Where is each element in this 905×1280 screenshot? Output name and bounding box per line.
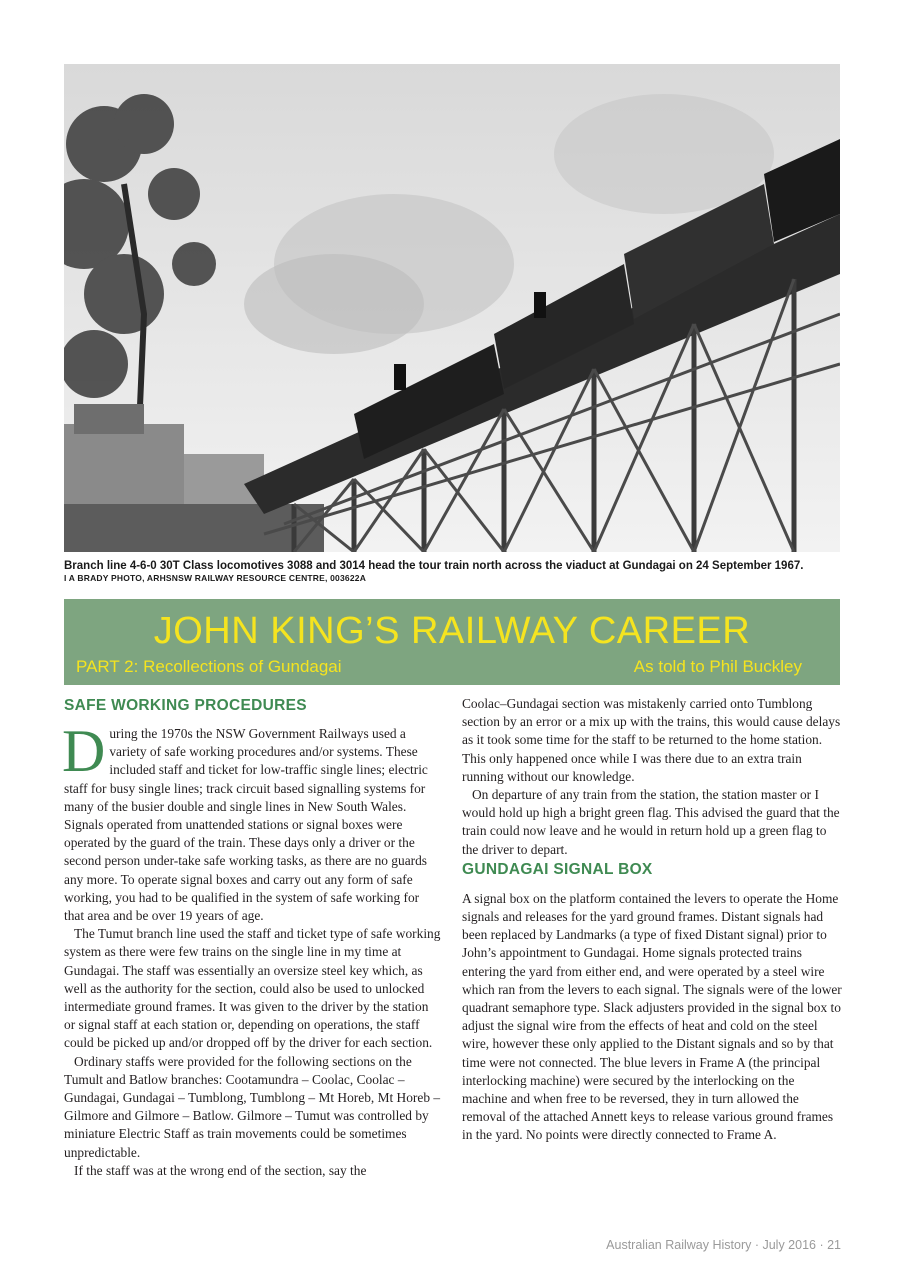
article-banner bbox=[64, 599, 840, 685]
paragraph bbox=[62, 718, 442, 925]
paragraph: If the staff was at the wrong end of the section, say the bbox=[74, 1162, 367, 1178]
photo-caption: Branch line 4-6-0 30T Class locomotives 3088 and 3014 head the tour train north across the viaduct at Gundagai on 24 September 1967. bbox=[64, 560, 804, 572]
left-column bbox=[64, 695, 442, 1180]
page-footer: Australian Railway History · July 2016 · 21 bbox=[606, 1238, 841, 1252]
viaduct-illustration bbox=[64, 64, 840, 552]
photo-credit: I A BRADY PHOTO, ARHSNSW RAILWAY RESOURCE CENTRE, 003622A bbox=[64, 573, 367, 583]
right-column bbox=[462, 695, 842, 1145]
paragraph: The Tumut branch line used the staff and ticket type of safe working system as there were few trains on the single line in my time at Gundagai. The staff was essentially an oversize steel key which, as well as the authority for the section, could also be used to unlocked intermediate ground frames. It was given to the driver by the station or signal staff at each station or, depending on operations, the staff could be picked up and/or dropped off by the driver for each section. bbox=[64, 926, 441, 1051]
article-subtitle: PART 2: Recollections of Gundagai bbox=[76, 657, 342, 676]
section-heading-safe-working: SAFE WORKING PROCEDURES bbox=[64, 697, 307, 714]
paragraph: Ordinary staffs were provided for the following sections on the Tumult and Batlow branches: Cootamundra – Coolac, Coolac – Gundagai, Gundagai – Tumblong, Tumblong – Mt Horeb, Mt Horeb – Gilmore and Gilmore – Batlow. Gilmore – Tumut was controlled by miniature Electric Staff as train movements could be sometimes unpredictable. bbox=[64, 1053, 441, 1160]
drop-cap: D bbox=[62, 718, 106, 784]
section-heading-signal-box: GUNDAGAI SIGNAL BOX bbox=[462, 860, 653, 878]
paragraph: A signal box on the platform contained the levers to operate the Home signals and releases for the yard ground frames. Distant signals had been replaced by Landmarks (a type of fixed Distant signal) prior to John’s appointment to Gundagai. Home signals protected trains entering the yard from either end, and were operated by a steel wire which ran from the levers to each signal. The signals were of the lower quadrant semaphore type. Slack adjusters provided in the signal box to adjust the signal wire from the effects of heat and cold on the steel wire, however these only applied to the Distant signals and so by that time were not connected. The blue levers in Frame A (the principal interlocking machine) were secured by the interlocking on the machine and when free to be reversed, they in turn allowed the removal of the attached Annett keys to release various ground frames in the yard. No points were directly connected to Frame A. bbox=[462, 890, 842, 1143]
paragraph-text: uring the 1970s the NSW Government Railways used a variety of safe working procedures and/or systems. These included staff and ticket for low-traffic single lines; electric staff for busy single lines; track circuit based signalling systems for many of the busier double and single lines in New South Wales. Signals operated from unattended stations or signal boxes were operated by the guard of the train. These days only a driver or the second person under-take safe working tasks, as there are no guards any more. To operate signal boxes and carry out any form of safe working, you had to be qualified in the system of safe working for that area and be over 19 years of age. bbox=[64, 726, 428, 924]
paragraph: Coolac–Gundagai section was mistakenly carried onto Tumblong section by an error or a mix up with the trains, this would cause delays as it took some time for the staff to be returned to the home station. This only happened once while I was there due to an extra train running without our knowledge. bbox=[462, 696, 841, 784]
article-author: As told to Phil Buckley bbox=[633, 657, 802, 676]
viaduct-photo bbox=[64, 64, 840, 552]
paragraph: On departure of any train from the station, the station master or I would hold up high a bright green flag. This advised the guard that the train could now leave and he would in return hold up a green flag to the driver to depart. bbox=[462, 787, 840, 857]
article-title: JOHN KING’S RAILWAY CAREER bbox=[153, 610, 751, 652]
